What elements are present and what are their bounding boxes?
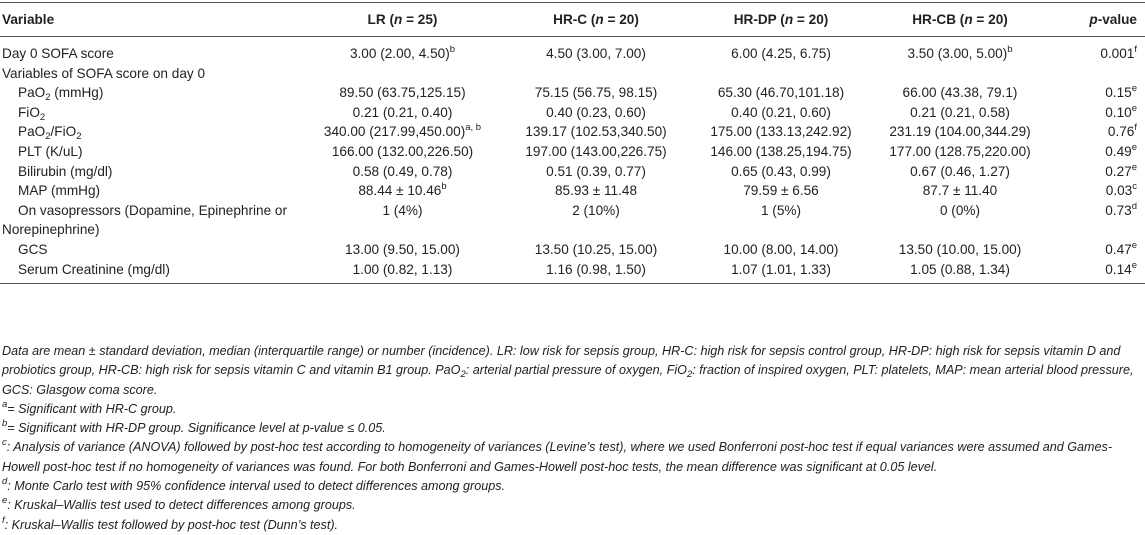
cell-hrcb: 231.19 (104.00,344.29) xyxy=(889,124,1031,140)
cell-hrcb: 1.05 (0.88, 1.34) xyxy=(870,260,1050,284)
table-row-bilirubin xyxy=(0,162,1145,182)
table-row-plt xyxy=(0,142,1145,162)
cell-hrcb: 66.00 (43.38, 79.1) xyxy=(902,85,1018,101)
cell-lr: 1 (4%) xyxy=(382,202,423,218)
cell-hrcb: 177.00 (128.75,220.00) xyxy=(889,143,1031,159)
table-row-section xyxy=(0,64,1145,84)
table-row-map xyxy=(0,181,1145,201)
header-lr: LR (n = 25) xyxy=(305,3,500,37)
cell-lr: 166.00 (132.00,226.50) xyxy=(331,143,474,159)
table-row-gcs xyxy=(0,240,1145,260)
header-pvalue: p-value xyxy=(1050,3,1145,37)
header-row xyxy=(0,3,1145,37)
cell-lr: 340.00 $(217.99,450.00)^{a, b}$ xyxy=(323,122,482,140)
header-hrc: HR-C (n = 20) xyxy=(500,3,692,37)
cell-lr: 3.00 (2.00, 4.50)$^b$ xyxy=(349,44,456,61)
header-hrcb: HR-CB (n = 20) xyxy=(870,3,1050,37)
cell-hrc: 2 (10%) xyxy=(572,202,620,218)
results-table xyxy=(0,2,1145,284)
cell-hrdp: 6.00 (4.25, 6.75) xyxy=(731,46,831,61)
cell-hrcb: 0.67 (0.46, 1.27) xyxy=(910,163,1010,179)
cell-pvalue: 0.49e xyxy=(1105,141,1137,159)
cell-pvalue: 0.47e xyxy=(1105,239,1137,257)
cell-hrdp: 146.00 (138.25,194.75) xyxy=(710,143,852,159)
cell-hrdp: 79.59 ± 6.56 xyxy=(743,183,819,199)
cell-pvalue: 0.27e xyxy=(1105,161,1137,179)
cell-hrcb: 13.50 (10.00, 15.00) xyxy=(898,241,1022,257)
table-row-sofa xyxy=(0,37,1145,64)
cell-hrcb: 87.7 ± 11.40 xyxy=(922,183,998,199)
table-row-creatinine xyxy=(0,260,1145,284)
cell-pvalue: 0.73$^d$ xyxy=(1105,200,1137,218)
table-row-fio2 xyxy=(0,103,1145,123)
cell-hrc: 139.17 (102.53,340.50) xyxy=(525,124,667,140)
cell-lr: 89.50 (63.75,125.15) xyxy=(339,85,466,101)
cell-lr: 13.00 (9.50, 15.00) xyxy=(345,241,460,257)
cell-hrc: 75.15 (56.75, 98.15) xyxy=(534,85,658,101)
table-footnotes xyxy=(2,342,1142,535)
cell-hrcb: 3.50 (3.00, 5.00)$^b$ xyxy=(907,44,1013,61)
footnote-a: $^a$= Significant with HR-C group. xyxy=(2,398,177,416)
cell-hrdp: 175.00 (133.13,242.92) xyxy=(710,124,852,140)
footnote-f: $^f$: Kruskal–Wallis test followed by post-hoc test (Dunn’s test). xyxy=(2,514,339,532)
cell-lr: 0.58 (0.49, 0.78) xyxy=(352,163,453,179)
row-label: MAP (mmHg) xyxy=(18,183,101,199)
cell-hrdp: 0.65 (0.43, 0.99) xyxy=(731,163,831,179)
table-row-vasopressors xyxy=(0,201,1145,240)
row-label: On vasopressors (Dopamine, Epinephrine or Norepinephrine) xyxy=(2,202,287,238)
cell-pvalue: 0.03$^c$ xyxy=(1105,181,1137,199)
row-label: FiO$_2$ xyxy=(18,104,46,123)
cell-lr: 1.00 (0.82, 1.13) xyxy=(305,260,500,284)
cell-hrc: 0.40 (0.23, 0.60) xyxy=(546,104,646,120)
header-variable: Variable xyxy=(0,3,305,37)
cell-hrdp: 1 (5%) xyxy=(760,202,802,218)
footnote-c: $^c$: Analysis of variance (ANOVA) followed by post-hoc test according to homogeneity of variances (Levine’s test), where we used Bonferroni post-hoc test if equal variances were assumed and Games-Howell post-hoc test if no homogeneity of variances was found. For both Bonferroni and Games-Howell post-hoc tests, the mean difference was significant at 0.05 level. xyxy=(2,437,1113,474)
table-row-ratio xyxy=(0,122,1145,142)
cell-hrc: 0.51 (0.39, 0.77) xyxy=(546,163,646,179)
cell-hrdp: 0.40 (0.21, 0.60) xyxy=(731,104,831,120)
cell-hrc: 197.00 (143.00,226.75) xyxy=(525,143,667,159)
footnote-d: $^d$: Monte Carlo test with 95% confidence interval used to detect differences among groups. xyxy=(2,476,506,494)
cell-hrc: 4.50 (3.00, 7.00) xyxy=(546,46,646,61)
row-label: PLT (K/uL) xyxy=(18,143,83,159)
footnote-e: $^e$: Kruskal–Wallis test used to detect differences among groups. xyxy=(2,495,356,513)
section-label: Variables of SOFA score on day 0 xyxy=(2,65,206,81)
cell-hrdp: 65.30 (46.70,101.18) xyxy=(717,85,845,101)
cell-pvalue: 0.14e xyxy=(1050,260,1145,284)
row-label: PaO$_2$/FiO$_2$ xyxy=(18,124,82,143)
cell-hrcb: 0.21 (0.21, 0.58) xyxy=(910,104,1010,120)
header-hrdp: HR-DP (n = 20) xyxy=(692,3,870,37)
cell-pvalue: 0.15e xyxy=(1105,83,1137,101)
cell-lr: 0.21 (0.21, 0.40) xyxy=(352,104,453,120)
cell-hrdp: 10.00 (8.00, 14.00) xyxy=(723,241,839,257)
cell-hrc: 13.50 (10.25, 15.00) xyxy=(534,241,658,257)
table-row-pao2 xyxy=(0,83,1145,103)
cell-hrcb: 0 (0%) xyxy=(939,202,981,218)
row-label: GCS xyxy=(18,241,48,257)
row-label: Day 0 SOFA score xyxy=(2,46,114,61)
footnote-main: Data are mean ± standard deviation, median (interquartile range) or number (incidence). LR: low risk for sepsis group, HR-C: high risk for sepsis control group, HR-DP: high risk for sepsis vitamin D and probiotics group, HR-CB: high risk for sepsis vitamin C and vitamin B1 group. PaO$_2$: arterial partial pressure of oxygen, FiO$_2$: fraction of inspired oxygen, PLT: platelets, MAP: mean arterial blood pressure, GCS: Glasgow coma score. xyxy=(2,344,1134,397)
row-label: PaO$_2$ (mmHg) xyxy=(18,85,104,104)
cell-hrc: 1.16 (0.98, 1.50) xyxy=(500,260,692,284)
row-label: Bilirubin (mg/dl) xyxy=(18,163,113,179)
footnote-b: $^b$= Significant with HR-DP group. Significance level at p-value ≤ 0.05. xyxy=(2,418,386,436)
cell-lr: 88.44 ± 10.46$^b$ xyxy=(358,181,447,199)
cell-hrdp: 1.07 (1.01, 1.33) xyxy=(692,260,870,284)
cell-pvalue: 0.10e xyxy=(1105,102,1137,120)
cell-hrc: 85.93 ± 11.48 xyxy=(554,183,638,199)
row-label: Serum Creatinine (mg/dl) xyxy=(0,260,305,284)
cell-pvalue: 0.001$^f$ xyxy=(1100,44,1137,61)
cell-pvalue: 0.76$^f$ xyxy=(1107,122,1137,140)
